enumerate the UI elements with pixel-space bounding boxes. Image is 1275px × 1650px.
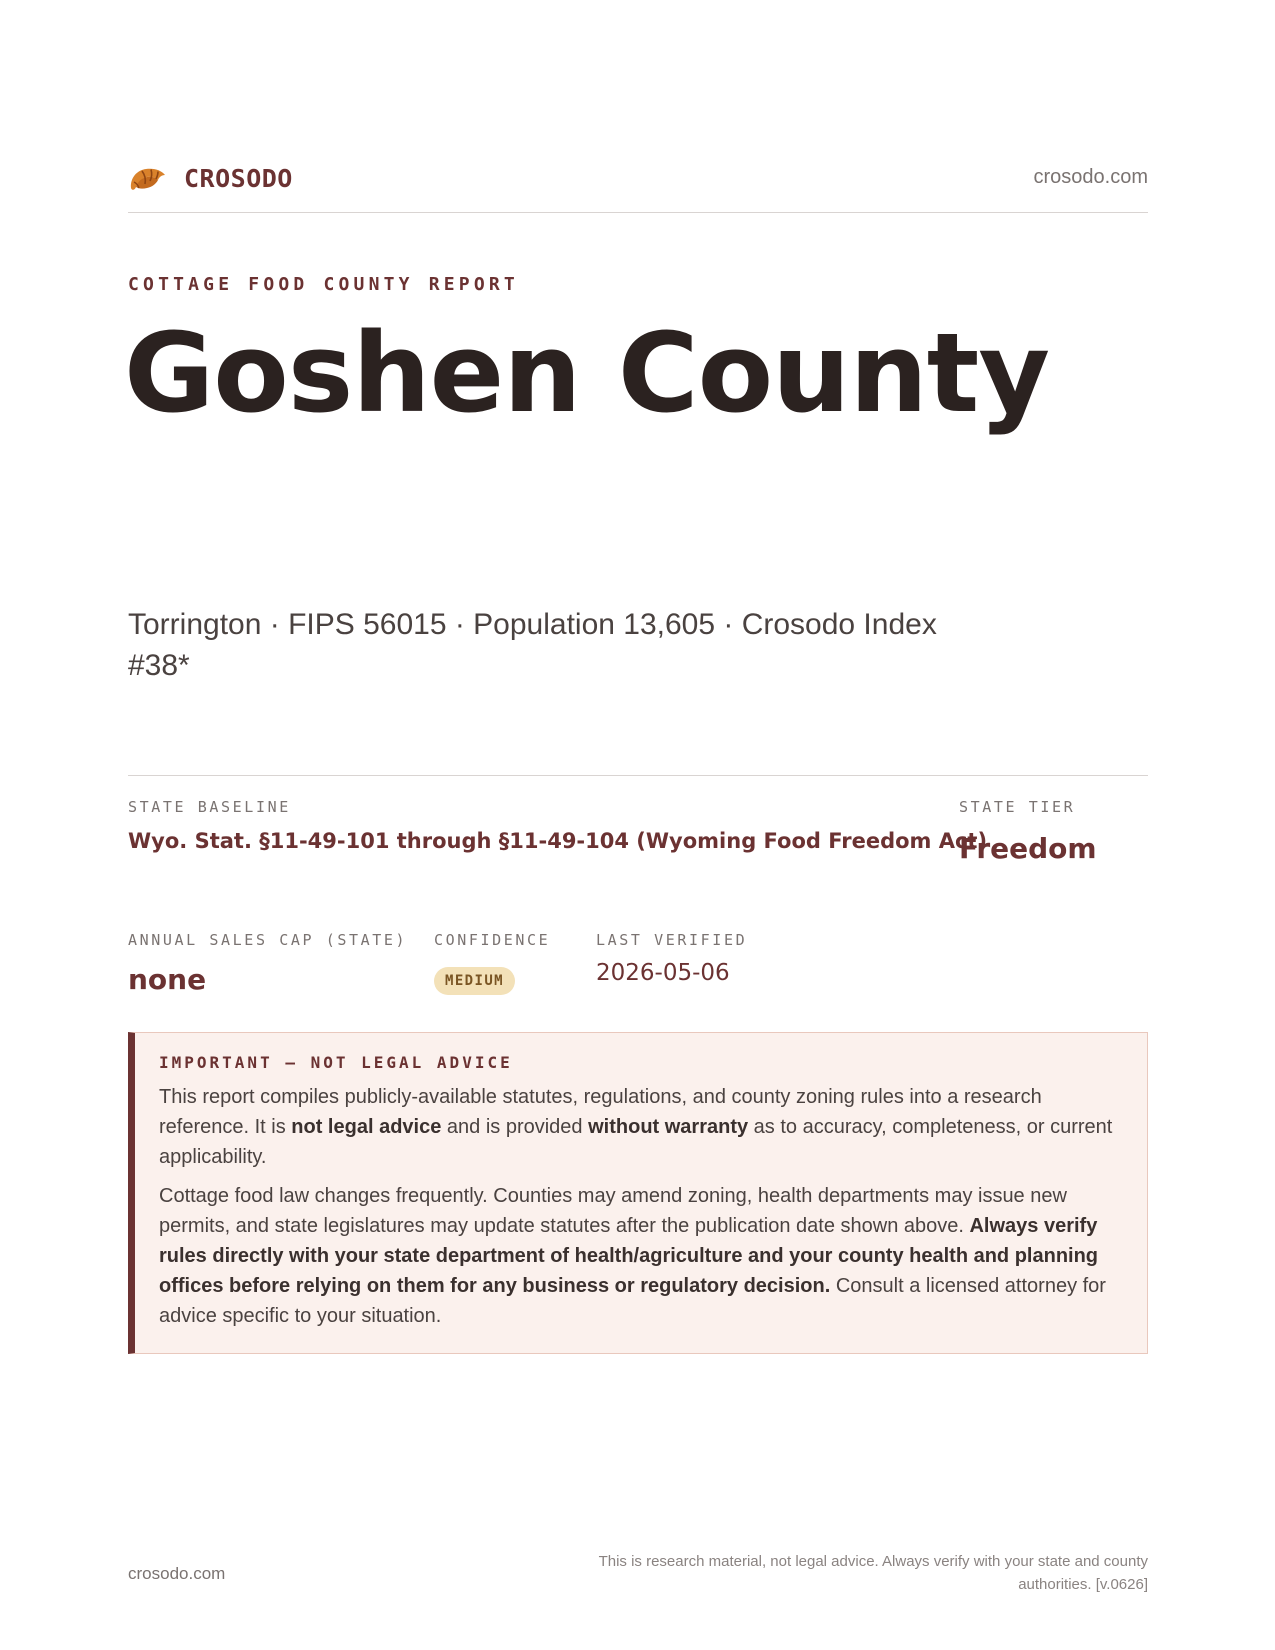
state-tier-label: STATE TIER bbox=[959, 798, 1076, 816]
page-title: Goshen County bbox=[124, 309, 1050, 437]
legal-notice bbox=[128, 1032, 1148, 1354]
brand bbox=[128, 160, 293, 196]
report-page bbox=[124, 0, 1148, 1650]
sales-cap-value: none bbox=[128, 963, 207, 996]
sales-cap-label: ANNUAL SALES CAP (STATE) bbox=[128, 931, 408, 949]
notice-title: IMPORTANT — NOT LEGAL ADVICE bbox=[159, 1053, 513, 1072]
county-subtitle: Torrington · FIPS 56015 · Population 13,605 · Crosodo Index #38* bbox=[128, 608, 937, 682]
notice-paragraph-1: This report compiles publicly-available statutes, regulations, and county zoning rules into a research reference. It is not legal advice and is provided without warranty as to accuracy, completeness, or current applicability. bbox=[159, 1086, 1113, 1168]
footer-site[interactable]: crosodo.com bbox=[128, 1564, 226, 1583]
brand-name: CROSODO bbox=[184, 163, 293, 193]
state-baseline-label: STATE BASELINE bbox=[128, 798, 291, 816]
notice-paragraph-2: Cottage food law changes frequently. Counties may amend zoning, health departments may issue new permits, and state legislatures may update statutes after the publication date shown above. Always verify rules directly with your state department of health/agriculture and your county health and planning offices before relying on them for any business or regulatory decision. Consult a licensed attorney for advice specific to your situation. bbox=[159, 1185, 1106, 1327]
croissant-icon bbox=[128, 160, 168, 196]
footer-disclaimer: This is research material, not legal advice. Always verify with your state and county authorities. [v.0626] bbox=[598, 1553, 1148, 1593]
section-divider bbox=[128, 775, 1148, 776]
page-header bbox=[128, 156, 1148, 213]
state-baseline-value: Wyo. Stat. §11-49-101 through §11-49-104 (Wyoming Food Freedom Act) bbox=[128, 829, 988, 853]
last-verified-value: 2026-05-06 bbox=[596, 960, 730, 986]
last-verified-label: LAST VERIFIED bbox=[596, 931, 748, 949]
site-url[interactable]: crosodo.com bbox=[1033, 166, 1148, 188]
confidence-badge: MEDIUM bbox=[434, 967, 515, 995]
confidence-label: CONFIDENCE bbox=[434, 931, 551, 949]
state-tier-value: Freedom bbox=[959, 832, 1097, 865]
report-eyebrow: COTTAGE FOOD COUNTY REPORT bbox=[128, 274, 519, 295]
